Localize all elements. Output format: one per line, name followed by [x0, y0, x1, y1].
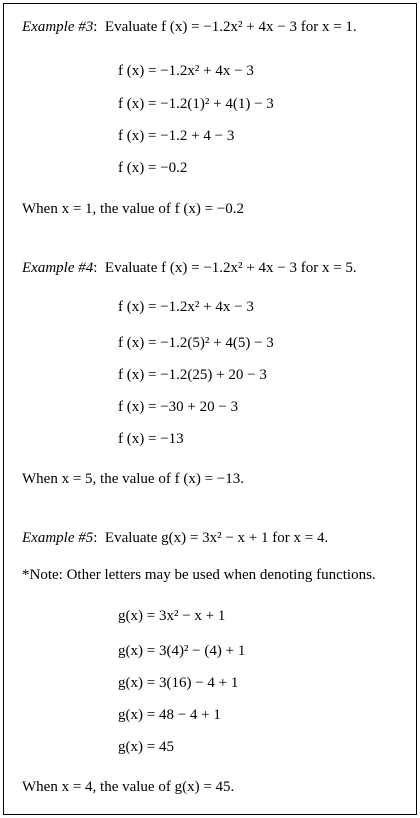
example3-label: Example #3 — [22, 19, 94, 35]
example3-step-1: f (x) = −1.2x² + 4x − 3 — [118, 63, 254, 79]
example5-note: *Note: Other letters may be used when denoting functions. — [22, 567, 376, 583]
example5-label: Example #5 — [22, 530, 94, 546]
example4-heading: Evaluate f (x) = −1.2x² + 4x − 3 for x = 5. — [104, 260, 357, 276]
example4-conclusion: When x = 5, the value of f (x) = −13. — [22, 471, 244, 487]
example3-heading-line: Example #3: Evaluate f (x) = −1.2x² + 4x − 3 for x = 1. — [22, 19, 357, 35]
example3-step-2: f (x) = −1.2(1)² + 4(1) − 3 — [118, 96, 274, 112]
example5-heading-line: Example #5: Evaluate g(x) = 3x² − x + 1 for x = 4. — [22, 530, 329, 546]
example3-conclusion: When x = 1, the value of f (x) = −0.2 — [22, 201, 244, 217]
example5-heading: Evaluate g(x) = 3x² − x + 1 for x = 4. — [104, 530, 329, 546]
example4-step-5: f (x) = −13 — [118, 431, 184, 447]
example5-conclusion: When x = 4, the value of g(x) = 45. — [22, 779, 235, 795]
example5-step-4: g(x) = 48 − 4 + 1 — [118, 707, 221, 723]
example4-step-3: f (x) = −1.2(25) + 20 − 3 — [118, 367, 267, 383]
example4-step-4: f (x) = −30 + 20 − 3 — [118, 399, 239, 415]
example3-step-4: f (x) = −0.2 — [118, 160, 188, 176]
example5-step-5: g(x) = 45 — [118, 739, 174, 755]
example4-heading-line: Example #4: Evaluate f (x) = −1.2x² + 4x − 3 for x = 5. — [22, 260, 357, 276]
example5-step-3: g(x) = 3(16) − 4 + 1 — [118, 675, 239, 691]
example4-step-2: f (x) = −1.2(5)² + 4(5) − 3 — [118, 335, 274, 351]
example4-step-1: f (x) = −1.2x² + 4x − 3 — [118, 299, 254, 315]
example3-step-3: f (x) = −1.2 + 4 − 3 — [118, 128, 235, 144]
example3-heading: Evaluate f (x) = −1.2x² + 4x − 3 for x = 1. — [104, 19, 357, 35]
example5-step-2: g(x) = 3(4)² − (4) + 1 — [118, 643, 246, 659]
example4-label: Example #4 — [22, 260, 94, 276]
example5-step-1: g(x) = 3x² − x + 1 — [118, 608, 226, 624]
